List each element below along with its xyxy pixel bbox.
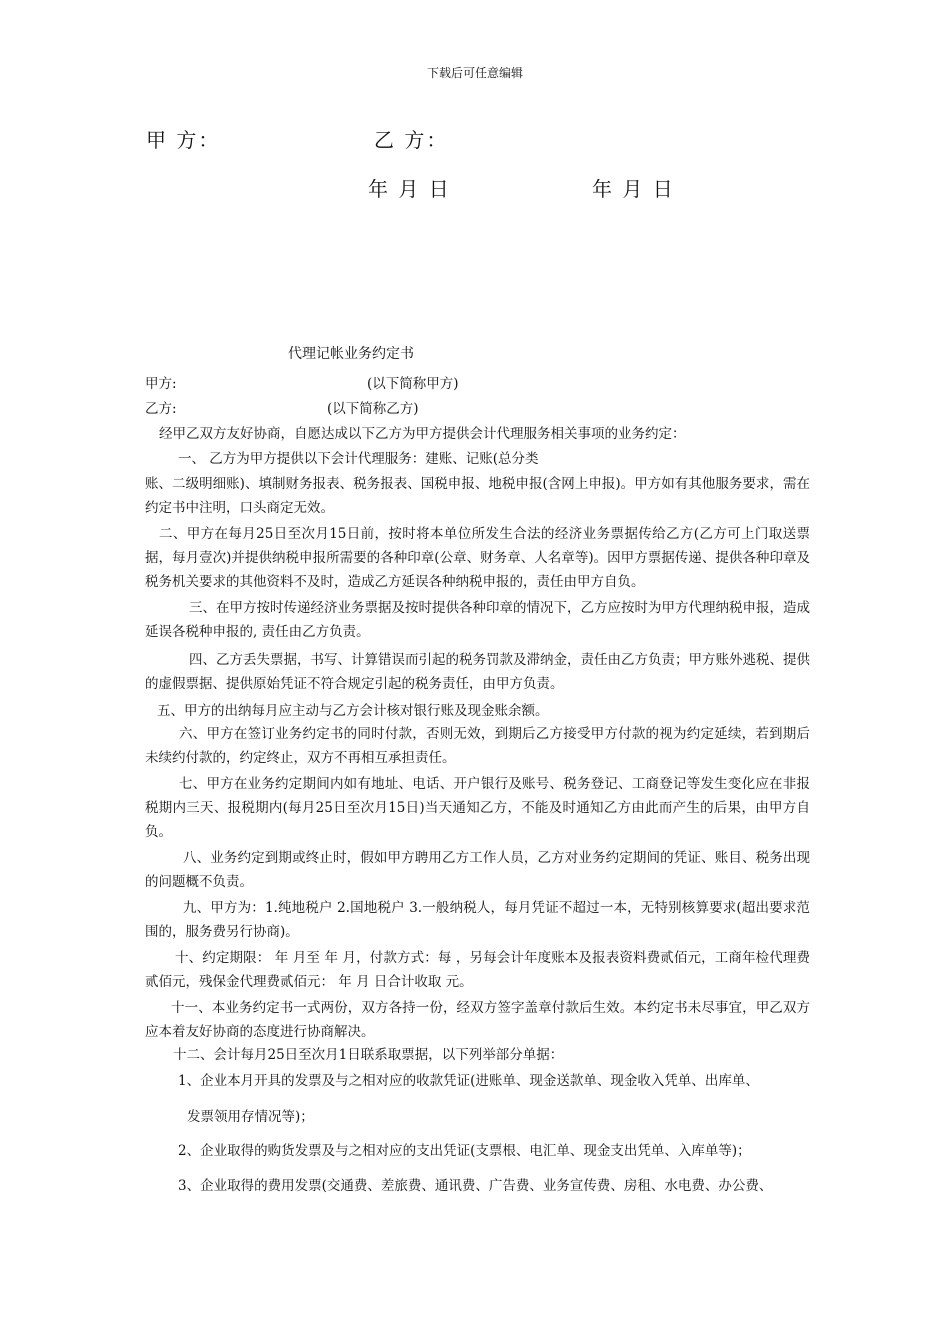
list-item-3: 3、企业取得的费用发票(交通费、差旅费、通讯费、广告费、业务宣传费、房租、水电费、办公费、	[178, 1178, 773, 1194]
clause-9-text: 九、甲方为：1.纯地税户 2.国地税户 3.一般纳税人，每月凭证不超过一本，无特别核算要求(超出要求范围的，服务费另行协商)。	[145, 900, 810, 940]
clause-1-text: 账、二级明细账)、填制财务报表、税务报表、国税申报、地税申报(含网上申报)。甲方如有其他服务要求，需在约定书中注明，口头商定无效。	[145, 476, 810, 516]
document-title: 代理记帐业务约定书	[288, 346, 414, 362]
signature-date-a: 年 月 日	[368, 177, 451, 201]
clause-3-text: 三、在甲方按时传递经济业务票据及按时提供各种印章的情况下，乙方应按时为甲方代理纳税申报，造成延误各税种申报的, 责任由乙方负责。	[145, 600, 810, 640]
clause-8	[145, 846, 810, 894]
clause-1-line-1: 一、 乙方为甲方提供以下会计代理服务：建账、记账(总分类	[178, 451, 539, 467]
clause-9	[145, 896, 810, 944]
clause-6-text: 六、甲方在签订业务约定书的同时付款，否则无效，到期后乙方接受甲方付款的视为约定延续，若到期后未续约付款的，约定终止，双方不再相互承担责任。	[145, 726, 810, 766]
list-item-1: 1、企业本月开具的发票及与之相对应的收款凭证(进账单、现金送款单、现金收入凭单、出库单、	[178, 1073, 759, 1089]
clause-2	[145, 522, 810, 594]
clause-10-text: 十、约定期限： 年 月至 年 月，付款方式：每 ，另每会计年度账本及报表资料费贰佰元，工商年检代理费贰佰元，残保金代理费贰佰元： 年 月 日合计收取 元。	[145, 950, 810, 990]
clause-1-body	[145, 472, 810, 520]
intro-text: 经甲乙双方友好协商，自愿达成以下乙方为甲方提供会计代理服务相关事项的业务约定：	[159, 426, 686, 442]
clause-6	[145, 722, 810, 770]
clause-2-text: 二、甲方在每月25日至次月15日前，按时将本单位所发生合法的经济业务票据传给乙方(乙方可上门取送票据，每月壹次)并提供纳税申报所需要的各种印章(公章、财务章、人名章等)。因甲方票据传递、提供各种印章及税务机关要求的其他资料不及时，造成乙方延误各种纳税申报的，责任由甲方自负。	[145, 526, 810, 590]
list-item-2: 2、企业取得的购货发票及与之相对应的支出凭证(支票根、电汇单、现金支出凭单、入库单等)；	[178, 1143, 751, 1159]
party-b-note: (以下简称乙方)	[327, 401, 419, 417]
party-b-label: 乙方:	[145, 401, 177, 417]
clause-12-text: 十二、会计每月25日至次月1日联系取票据，以下列举部分单据：	[173, 1047, 564, 1063]
clause-8-text: 八、业务约定到期或终止时，假如甲方聘用乙方工作人员，乙方对业务约定期间的凭证、账目、税务出现的问题概不负责。	[145, 850, 810, 890]
header-note: 下载后可任意编辑	[426, 66, 523, 80]
clause-11-text: 十一、本业务约定书一式两份，双方各持一份，经双方签字盖章付款后生效。本约定书未尽事宜，甲乙双方应本着友好协商的态度进行协商解决。	[145, 1000, 810, 1040]
party-a-note: (以下简称甲方)	[367, 376, 459, 392]
clause-4	[145, 648, 810, 696]
clause-7	[145, 772, 810, 844]
signature-party-b: 乙 方：	[374, 128, 449, 152]
signature-date-b: 年 月 日	[592, 177, 675, 201]
clause-7-text: 七、甲方在业务约定期间内如有地址、电话、开户银行及账号、税务登记、工商登记等发生变化应在非报税期内三天、报税期内(每月25日至次月15日)当天通知乙方，不能及时通知乙方由此而产生的后果，由甲方自负。	[145, 776, 810, 840]
clause-3	[145, 596, 810, 644]
clause-4-text: 四、乙方丢失票据，书写、计算错误而引起的税务罚款及滞纳金，责任由乙方负责；甲方账外逃税、提供的虚假票据、提供原始凭证不符合规定引起的税务责任，由甲方负责。	[145, 652, 810, 692]
list-item-1-cont: 发票领用存情况等)；	[187, 1109, 314, 1125]
party-a-label: 甲方:	[145, 376, 177, 392]
clause-11	[145, 996, 810, 1044]
signature-party-a: 甲 方：	[146, 128, 221, 152]
clause-5-text: 五、甲方的出纳每月应主动与乙方会计核对银行账及现金账余额。	[157, 703, 549, 719]
clause-10	[145, 946, 810, 994]
